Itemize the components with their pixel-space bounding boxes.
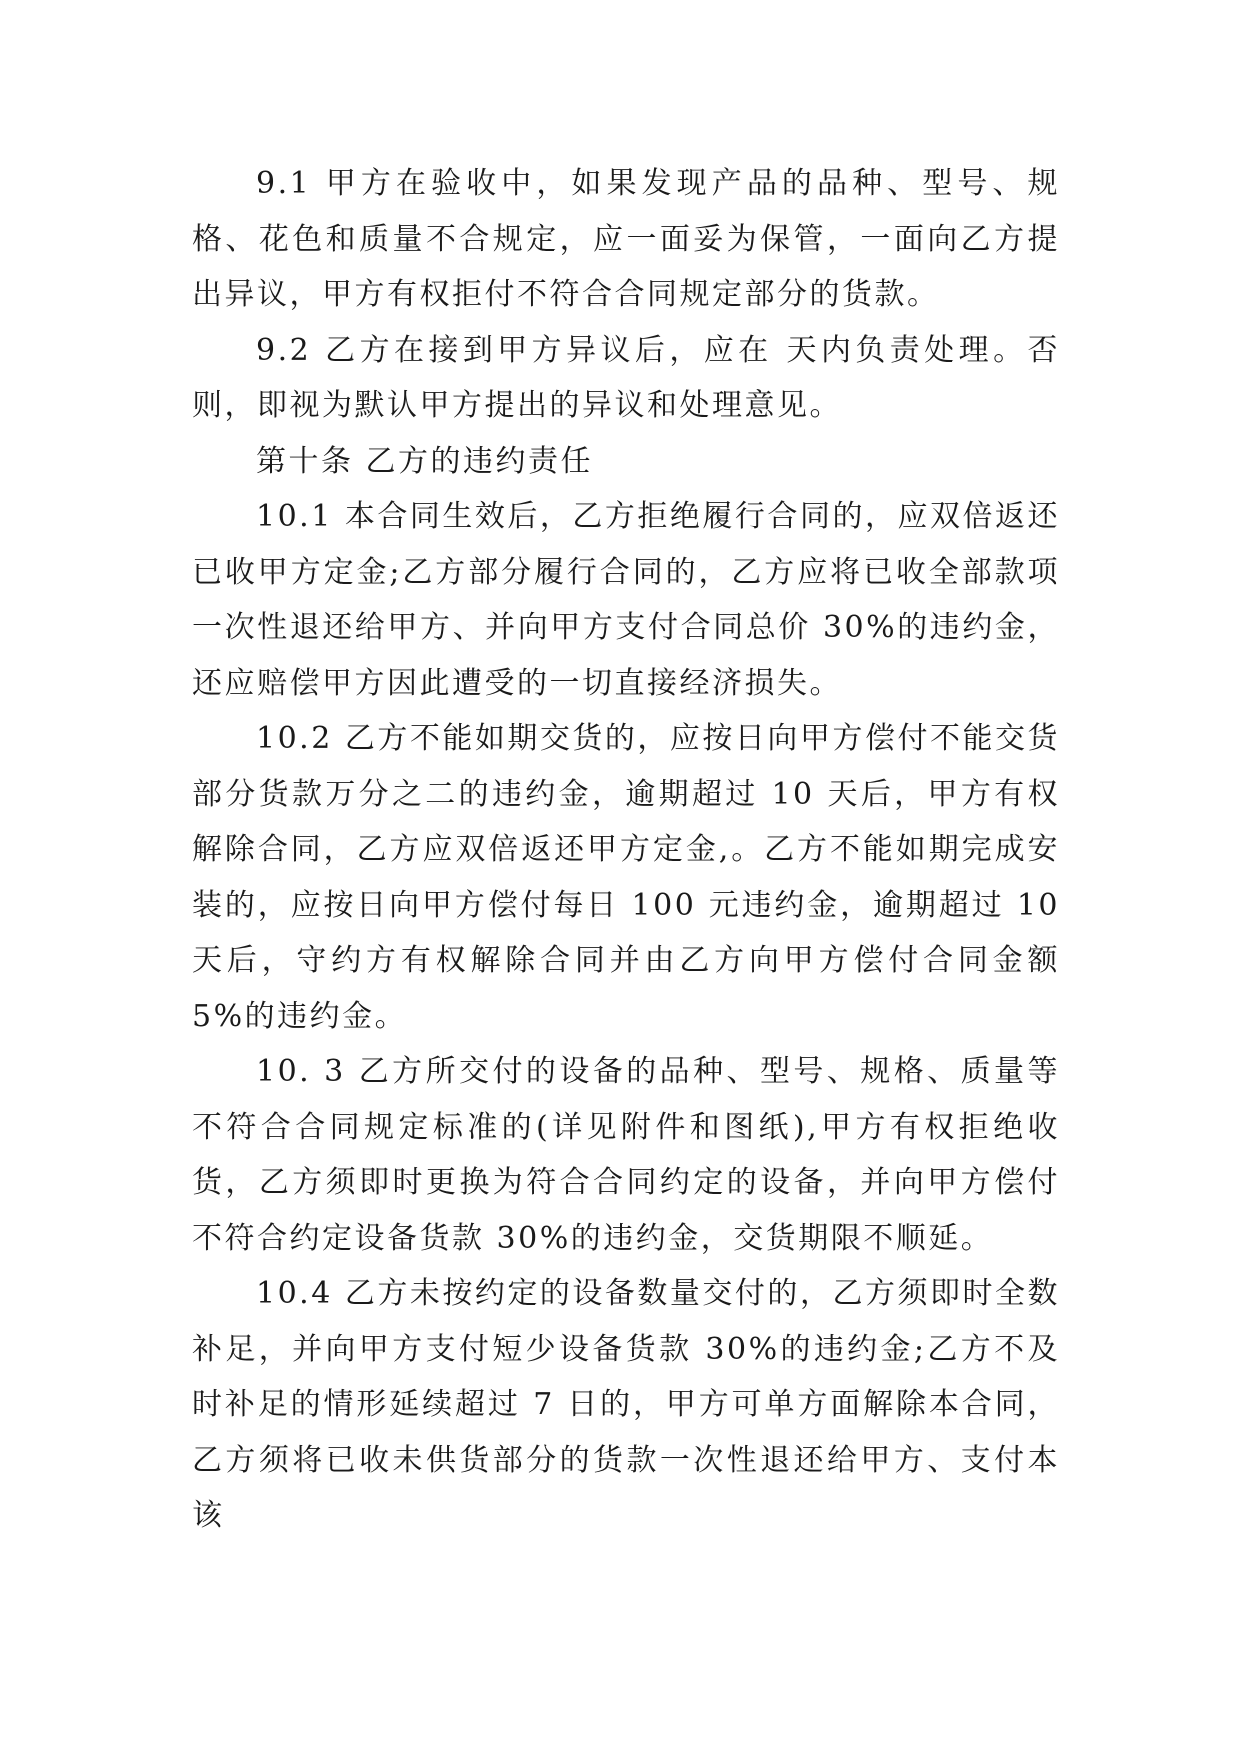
clause-10-3-paragraph: 10. 3 乙方所交付的设备的品种、型号、规格、质量等不符合合同规定标准的(详见附件和图纸),甲方有权拒绝收货，乙方须即时更换为符合合同约定的设备，并向甲方偿付不符合约定设备货款 30%的违约金，交货期限不顺延。 [192,1054,1060,1256]
clause-10-2-paragraph: 10.2 乙方不能如期交货的，应按日向甲方偿付不能交货部分货款万分之二的违约金，逾期超过 10 天后，甲方有权解除合同，乙方应双倍返还甲方定金,。乙方不能如期完成安装的，应按日向甲方偿付每日 100 元违约金，逾期超过 10 天后，守约方有权解除合同并由乙方向甲方偿付合同金额 5%的违约金。 [192,721,1073,1034]
clause-10-1-paragraph: 10.1 本合同生效后，乙方拒绝履行合同的，应双倍返还已收甲方定金;乙方部分履行合同的，乙方应将已收全部款项一次性退还给甲方、并向甲方支付合同总价 30%的违约金，还应赔偿甲方因此遭受的一切直接经济损失。 [192,499,1060,701]
article-10-heading: 第十条 乙方的违约责任 [256,443,594,479]
clause-9-1-paragraph: 9.1 甲方在验收中，如果发现产品的品种、型号、规格、花色和质量不合规定，应一面妥为保管，一面向乙方提出异议，甲方有权拒付不符合合同规定部分的货款。 [192,166,1060,312]
document-body [192,156,1073,1544]
clause-9-2-paragraph: 9.2 乙方在接到甲方异议后，应在 天内负责处理。否则，即视为默认甲方提出的异议和处理意见。 [192,332,1060,423]
clause-10-4-paragraph: 10.4 乙方未按约定的设备数量交付的，乙方须即时全数补足，并向甲方支付短少设备货款 30%的违约金;乙方不及时补足的情形延续超过 7 日的，甲方可单方面解除本合同，乙方须将已收未供货部分的货款一次性退还给甲方、支付本该 [192,1276,1060,1533]
